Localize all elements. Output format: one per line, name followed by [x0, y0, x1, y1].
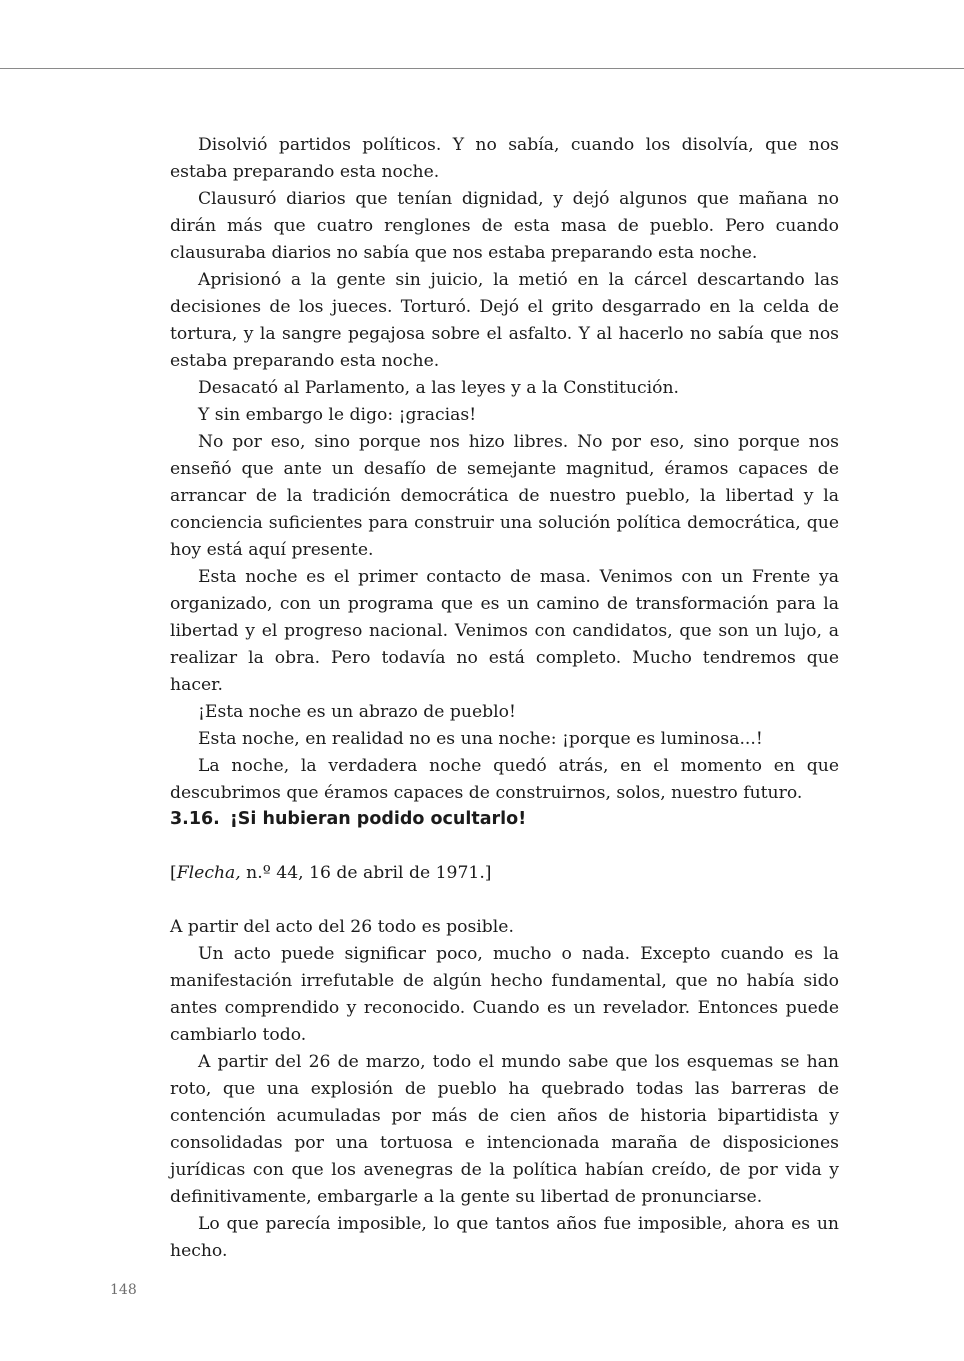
- source-citation: [170, 860, 492, 887]
- paragraph: La noche, la verdadera noche quedó atrás, en el momento en que descubrimos que éramos capaces de construirnos, solos, nuestro futuro.: [170, 756, 839, 803]
- body-text-top: [170, 132, 839, 807]
- paragraph: Aprisionó a la gente sin juicio, la metió en la cárcel descartando las decisiones de los jueces. Torturó. Dejó el grito desgarrado en la celda de tortura, y la sangre pegajosa sobre el asfalto. Y al hacerlo no sabía que nos estaba preparando esta noche.: [170, 270, 839, 371]
- paragraph: Desacató al Parlamento, a las leyes y a la Constitución.: [198, 378, 679, 398]
- paragraph: Esta noche, en realidad no es una noche: ¡porque es luminosa...!: [198, 729, 763, 749]
- paragraph: No por eso, sino porque nos hizo libres. No por eso, sino porque nos enseñó que ante un desafío de semejante magnitud, éramos capaces de arrancar de la tradición democrática de nuestro pueblo, la libertad y la conciencia suficientes para construir una solución política democrática, que hoy está aquí presente.: [170, 432, 839, 560]
- paragraph: Y sin embargo le digo: ¡gracias!: [198, 405, 477, 425]
- citation-details: n.º 44, 16 de abril de 1971.]: [240, 863, 492, 883]
- section-heading: [170, 806, 526, 833]
- section-number: 3.16.: [170, 809, 220, 829]
- section-title: ¡Si hubieran podido ocultarlo!: [229, 809, 527, 829]
- paragraph: Disolvió partidos políticos. Y no sabía, cuando los disolvía, que nos estaba preparando esta noche.: [170, 135, 839, 182]
- paragraph: ¡Esta noche es un abrazo de pueblo!: [198, 702, 516, 722]
- page-number: 148: [110, 1282, 137, 1298]
- paragraph: Un acto puede significar poco, mucho o nada. Excepto cuando es la manifestación irrefutable de algún hecho fundamental, que no había sido antes comprendido y reconocido. Cuando es un revelador. Entonces puede cambiarlo todo.: [170, 944, 839, 1045]
- body-text-bottom: [170, 914, 839, 1265]
- citation-source: Flecha,: [176, 863, 241, 883]
- paragraph: A partir del acto del 26 todo es posible.: [170, 917, 514, 937]
- paragraph: Esta noche es el primer contacto de masa. Venimos con un Frente ya organizado, con un programa que es un camino de transformación para la libertad y el progreso nacional. Venimos con candidatos, que son un lujo, a realizar la obra. Pero todavía no está completo. Mucho tendremos que hacer.: [170, 567, 839, 695]
- citation-open-bracket: [: [170, 863, 177, 883]
- paragraph: Clausuró diarios que tenían dignidad, y dejó algunos que mañana no dirán más que cuatro renglones de esta masa de pueblo. Pero cuando clausuraba diarios no sabía que nos estaba preparando esta noche.: [170, 189, 839, 263]
- paragraph: Lo que parecía imposible, lo que tantos años fue imposible, ahora es un hecho.: [170, 1214, 839, 1261]
- paragraph: A partir del 26 de marzo, todo el mundo sabe que los esquemas se han roto, que una explosión de pueblo ha quebrado todas las barreras de contención acumuladas por más de cien años de historia bipartidista y consolidadas por una tortuosa e intencionada maraña de disposiciones jurídicas con que los avenegras de la política habían creído, de por vida y definitivamente, embargarle a la gente su libertad de pronunciarse.: [170, 1052, 839, 1207]
- header-rule: [0, 68, 964, 69]
